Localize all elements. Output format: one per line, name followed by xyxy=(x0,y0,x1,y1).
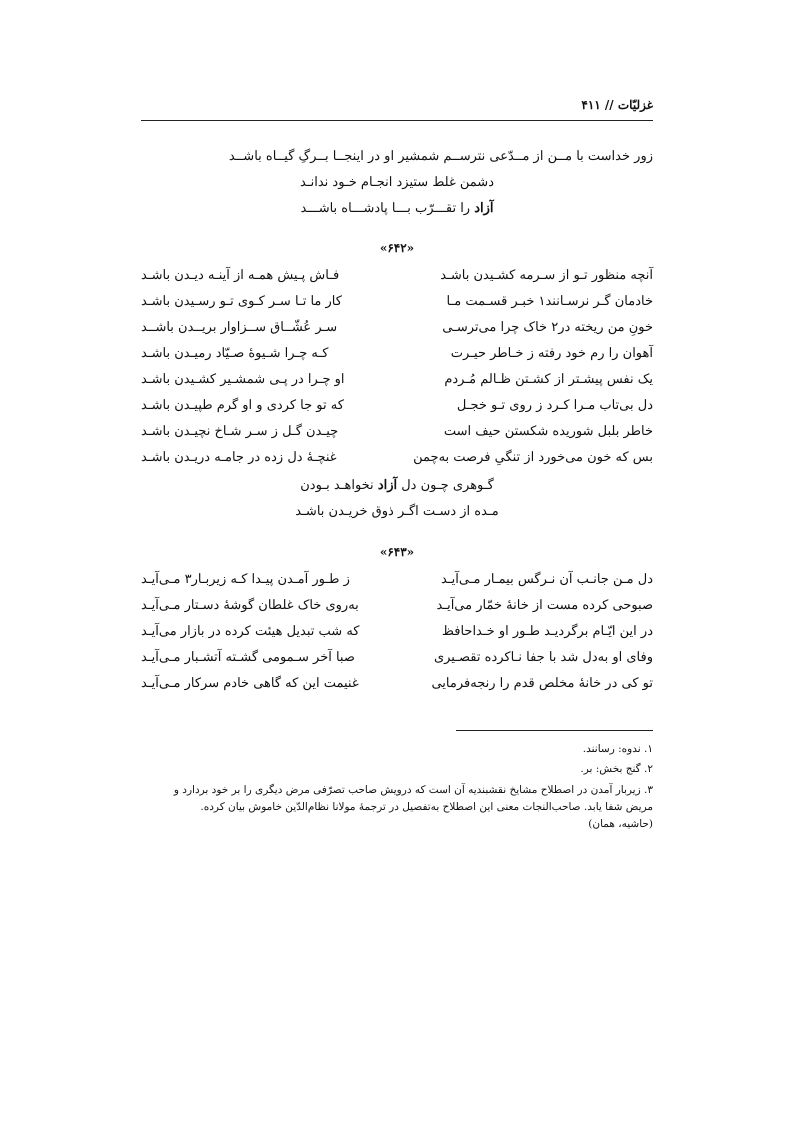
hemistich-second: چیـدن گـل ز سـر شـاخ نچیـدن باشـد xyxy=(141,424,339,439)
hemistich-second: به‌روی خاک غلطان گوشۀ دسـتار مـی‌آیـد xyxy=(141,598,359,613)
hemistich-first: صبوحی کرده مست از خانۀ خمّار می‌آیـد xyxy=(436,598,653,613)
ghazal-number: «۶۴۲» xyxy=(379,241,415,255)
hemistich-second: صبا آخر سـمومی گشـته آتشـبار مـی‌آیـد xyxy=(141,650,355,665)
hemistich-first: خونِ من ریخته در۲ خاک چرا می‌ترسـی xyxy=(442,320,653,335)
hemistich-second: غنیمت این که گاهی خادم سرکار مـی‌آیـد xyxy=(141,676,359,691)
hemistich-first: در این ایّـام برگردیـد طـور او خـداحافظ xyxy=(441,624,653,639)
hemistich-first: آهوان را رم خود رفته ز خـاطر حیـرت xyxy=(450,346,653,361)
hemistich-first: خادمان گـر نرسـانند۱ خبـر قسـمت مـا xyxy=(446,294,653,309)
hemistich-second: که شب تبدیل هیئت کرده در بازار می‌آیـد xyxy=(141,624,360,639)
verse-line xyxy=(141,198,653,220)
verse-line xyxy=(141,146,653,168)
couplet xyxy=(141,673,653,695)
couplet xyxy=(141,317,653,339)
verse-text: زور خداست با مــن از مــدّعی نترســم شمشیر او در اینجــا بــرگِ گیــاه باشــد xyxy=(228,149,653,164)
running-header: غزلیّات // ۴۱۱ xyxy=(141,98,653,121)
footnote: ۳. زیربار آمدن در اصطلاح مشایخ نقشبندیه آن است که درویش صاحب تصرّفی مرض دیگری را بر خود بردارد و xyxy=(173,784,653,796)
footnote: ۱. ندوه: رسانند. xyxy=(582,743,653,755)
hemistich-first: تو کی در خانۀ مخلص قدم را رنجه‌فرمایی xyxy=(431,676,653,691)
couplet xyxy=(141,291,653,313)
hemistich-second: که تو جا کردی و او گرم طپیـدن باشـد xyxy=(141,398,344,413)
verse-text: گـوهری چـون دل آزاد نخواهـد بـودن xyxy=(300,478,494,493)
couplet xyxy=(141,569,653,591)
closing-verse xyxy=(141,501,653,523)
hemistich-first: یک نفس پیشـتر از کشـتن ظـالم مُـردم xyxy=(444,372,653,387)
hemistich-first: آنچه منظور تـو از سـرمه کشـیدن باشـد xyxy=(440,268,653,283)
verse-line xyxy=(141,172,653,194)
poet-name: آزاد xyxy=(377,478,398,493)
couplet xyxy=(141,595,653,617)
couplet xyxy=(141,421,653,443)
hemistich-second: کار ما تـا سـر کـوی تـو رسـیدن باشـد xyxy=(141,294,342,309)
verse-text: آزاد را تقـــرّب بـــا پادشـــاه باشـــد xyxy=(300,201,494,216)
hemistich-second: فـاش پـیش همـه از آینـه دیـدن باشـد xyxy=(141,268,340,283)
couplet xyxy=(141,265,653,287)
couplet xyxy=(141,447,653,469)
hemistich-first: بس که خون می‌خورد از تنگیِ فرصت به‌چمن xyxy=(413,450,653,465)
footnote: مریض شفا یابد. صاحب‌النجات معنی این اصطلاح به‌تفصیل در ترجمۀ مولانا نظام‌الدّین خاموش بیان کرده. xyxy=(200,801,653,813)
footnote: ۲. گنج بخش: بر. xyxy=(580,763,653,775)
hemistich-second: غنچـۀ دل زده در جامـه دریـدن باشـد xyxy=(141,450,337,465)
verse-text: مـده از دسـت اگـر ذوق خریـدن باشـد xyxy=(295,504,499,519)
hemistich-first: وفای او به‌دل شد با جفا نـاکرده تقصـیری xyxy=(433,650,653,665)
couplet xyxy=(141,395,653,417)
couplet xyxy=(141,621,653,643)
verse-text: دشمن غلط ستیزد انجـام خـود ندانـد xyxy=(300,175,494,190)
hemistich-second: ز طـور آمـدن پیـدا کـه زیربـار۳ مـی‌آیـد xyxy=(141,572,350,587)
poet-name: آزاد xyxy=(474,201,494,216)
hemistich-first: خاطر بلبل شوریده شکستن حیف است xyxy=(443,424,653,439)
couplet xyxy=(141,343,653,365)
hemistich-first: دل بی‌تاب مـرا کـرد ز روی تـو خجـل xyxy=(456,398,653,413)
couplet xyxy=(141,647,653,669)
hemistich-second: او چـرا در پـی شمشـیر کشـیدن باشـد xyxy=(141,372,345,387)
footnote-divider xyxy=(456,730,653,731)
couplet xyxy=(141,369,653,391)
hemistich-first: دل مـن جانـب آن نـرگس بیمـار مـی‌آیـد xyxy=(441,572,653,587)
footnote: (حاشیه، همان) xyxy=(588,818,653,830)
hemistich-second: سـر عُشّــاق ســزاوار بریــدن باشــد xyxy=(141,320,338,335)
closing-verse xyxy=(141,475,653,497)
ghazal-number: «۶۴۳» xyxy=(379,545,415,559)
hemistich-second: کـه چـرا شـیوۀ صـیّاد رمیـدن باشـد xyxy=(141,346,329,361)
